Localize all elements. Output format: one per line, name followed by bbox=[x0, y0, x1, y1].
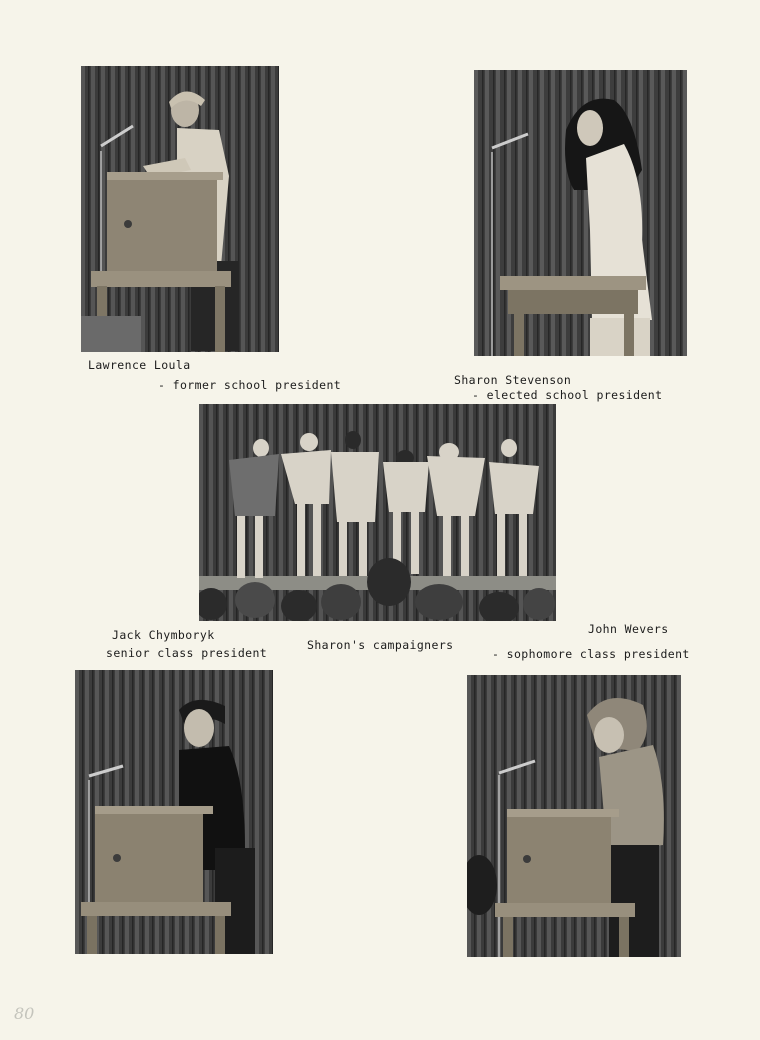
caption-chymboryk-name: Jack Chymboryk bbox=[112, 628, 215, 642]
photo-john-wevers bbox=[467, 675, 681, 957]
photo-campaigners bbox=[199, 404, 556, 621]
caption-wevers-name: John Wevers bbox=[588, 622, 669, 636]
caption-chymboryk-title: senior class president bbox=[106, 646, 268, 660]
caption-loula-name: Lawrence Loula bbox=[88, 358, 191, 372]
caption-loula-title: - former school president bbox=[158, 378, 342, 392]
caption-wevers-title: - sophomore class president bbox=[492, 647, 690, 661]
caption-campaigners: Sharon's campaigners bbox=[307, 638, 454, 652]
page-number: 80 bbox=[14, 1004, 35, 1023]
photo-lawrence-loula bbox=[81, 66, 279, 352]
caption-stevenson-name: Sharon Stevenson bbox=[454, 373, 572, 387]
photo-jack-chymboryk bbox=[75, 670, 273, 954]
caption-stevenson-title: - elected school president bbox=[472, 388, 663, 402]
photo-sharon-stevenson bbox=[474, 70, 687, 356]
